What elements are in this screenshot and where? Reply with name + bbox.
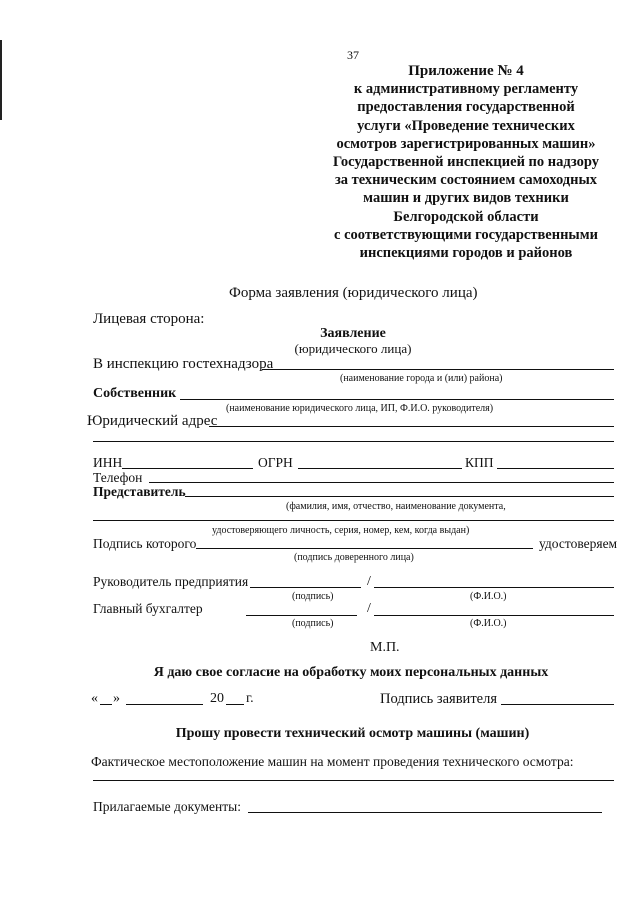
signature-field[interactable] — [196, 548, 533, 549]
certify-label: удостоверяем — [539, 536, 618, 551]
director-fio-hint: (Ф.И.О.) — [470, 591, 507, 602]
inn-field[interactable] — [122, 468, 253, 469]
director-slash: / — [367, 574, 371, 589]
appendix-line: за техническим состоянием самоходных — [334, 172, 598, 189]
location-field[interactable] — [93, 780, 614, 781]
consent-text: Я даю свое согласие на обработку моих персональных данных — [153, 665, 549, 680]
date-close-quote: » — [113, 691, 120, 706]
scan-edge-mark — [0, 40, 2, 120]
appendix-line: машин и других видов техники — [363, 190, 569, 207]
representative-field[interactable] — [185, 496, 614, 497]
form-heading-sub: (юридического лица) — [294, 341, 412, 356]
kpp-field[interactable] — [497, 468, 614, 469]
phone-field[interactable] — [149, 482, 614, 483]
accountant-fio-hint: (Ф.И.О.) — [470, 618, 507, 629]
attached-docs-label: Прилагаемые документы: — [93, 799, 241, 814]
ogrn-field[interactable] — [298, 468, 462, 469]
inspection-hint: (наименование города и (или) района) — [340, 373, 503, 384]
accountant-sign-hint: (подпись) — [292, 618, 334, 629]
year-suffix: г. — [246, 691, 254, 706]
inspection-field[interactable] — [262, 369, 614, 370]
inspection-label: В инспекцию гостехнадзора — [93, 356, 274, 372]
accountant-fio-field[interactable] — [374, 615, 614, 616]
appendix-line: осмотров зарегистрированных машин» — [336, 135, 596, 152]
signature-hint: (подпись доверенного лица) — [294, 552, 414, 563]
owner-label: Собственник — [93, 386, 177, 401]
ogrn-label: ОГРН — [258, 455, 293, 470]
kpp-label: КПП — [465, 455, 494, 470]
representative-label: Представитель — [93, 484, 186, 499]
signature-of-label: Подпись которого — [93, 536, 197, 551]
director-sign-hint: (подпись) — [292, 591, 334, 602]
year-prefix: 20 — [210, 691, 224, 706]
representative-hint-2: удостоверяющего личность, серия, номер, кем, когда выдан) — [212, 525, 470, 536]
form-heading: Заявление — [320, 326, 386, 341]
attached-docs-field[interactable] — [248, 812, 602, 813]
appendix-line: инспекциями городов и районов — [359, 245, 573, 262]
director-label: Руководитель предприятия — [93, 574, 249, 589]
date-year-field[interactable] — [226, 704, 244, 705]
appendix-line: услуги «Проведение технических — [357, 117, 575, 134]
form-side-label: Лицевая сторона: — [93, 311, 205, 327]
appendix-line: к административному регламенту — [353, 81, 579, 98]
appendix-line: предоставления государственной — [357, 99, 575, 116]
director-sign-field[interactable] — [250, 587, 361, 588]
inn-label: ИНН — [93, 455, 123, 470]
address-field[interactable] — [209, 426, 614, 427]
location-label: Фактическое местоположение машин на момент проведения технического осмотра: — [91, 754, 574, 769]
appendix-line: Белгородской области — [393, 208, 539, 225]
accountant-slash: / — [367, 601, 371, 616]
address-label: Юридический адрес — [87, 413, 218, 429]
representative-hint: (фамилия, имя, отчество, наименование документа, — [286, 501, 506, 512]
date-day-field[interactable] — [100, 704, 112, 705]
applicant-signature-field[interactable] — [501, 704, 614, 705]
form-title: Форма заявления (юридического лица) — [229, 285, 478, 301]
director-fio-field[interactable] — [374, 587, 614, 588]
owner-hint: (наименование юридического лица, ИП, Ф.И.О. руководителя) — [226, 403, 494, 414]
stamp-place: М.П. — [370, 640, 400, 655]
address-field-line2[interactable] — [93, 441, 614, 442]
appendix-line: Государственной инспекцией по надзору — [332, 154, 600, 171]
owner-field[interactable] — [180, 399, 614, 400]
applicant-signature-label: Подпись заявителя — [380, 691, 497, 707]
appendix-title: Приложение № 4 — [408, 63, 524, 79]
appendix-line: с соответствующими государственными — [334, 226, 598, 243]
date-open-quote: « — [91, 691, 98, 706]
phone-label: Телефон — [93, 470, 143, 485]
accountant-sign-field[interactable] — [246, 615, 357, 616]
appendix-header — [300, 62, 632, 262]
representative-field-line2[interactable] — [93, 520, 614, 521]
date-month-field[interactable] — [126, 704, 203, 705]
accountant-label: Главный бухгалтер — [93, 601, 203, 616]
page-number: 37 — [347, 48, 359, 62]
request-text: Прошу провести технический осмотр машины (машин) — [175, 726, 530, 741]
